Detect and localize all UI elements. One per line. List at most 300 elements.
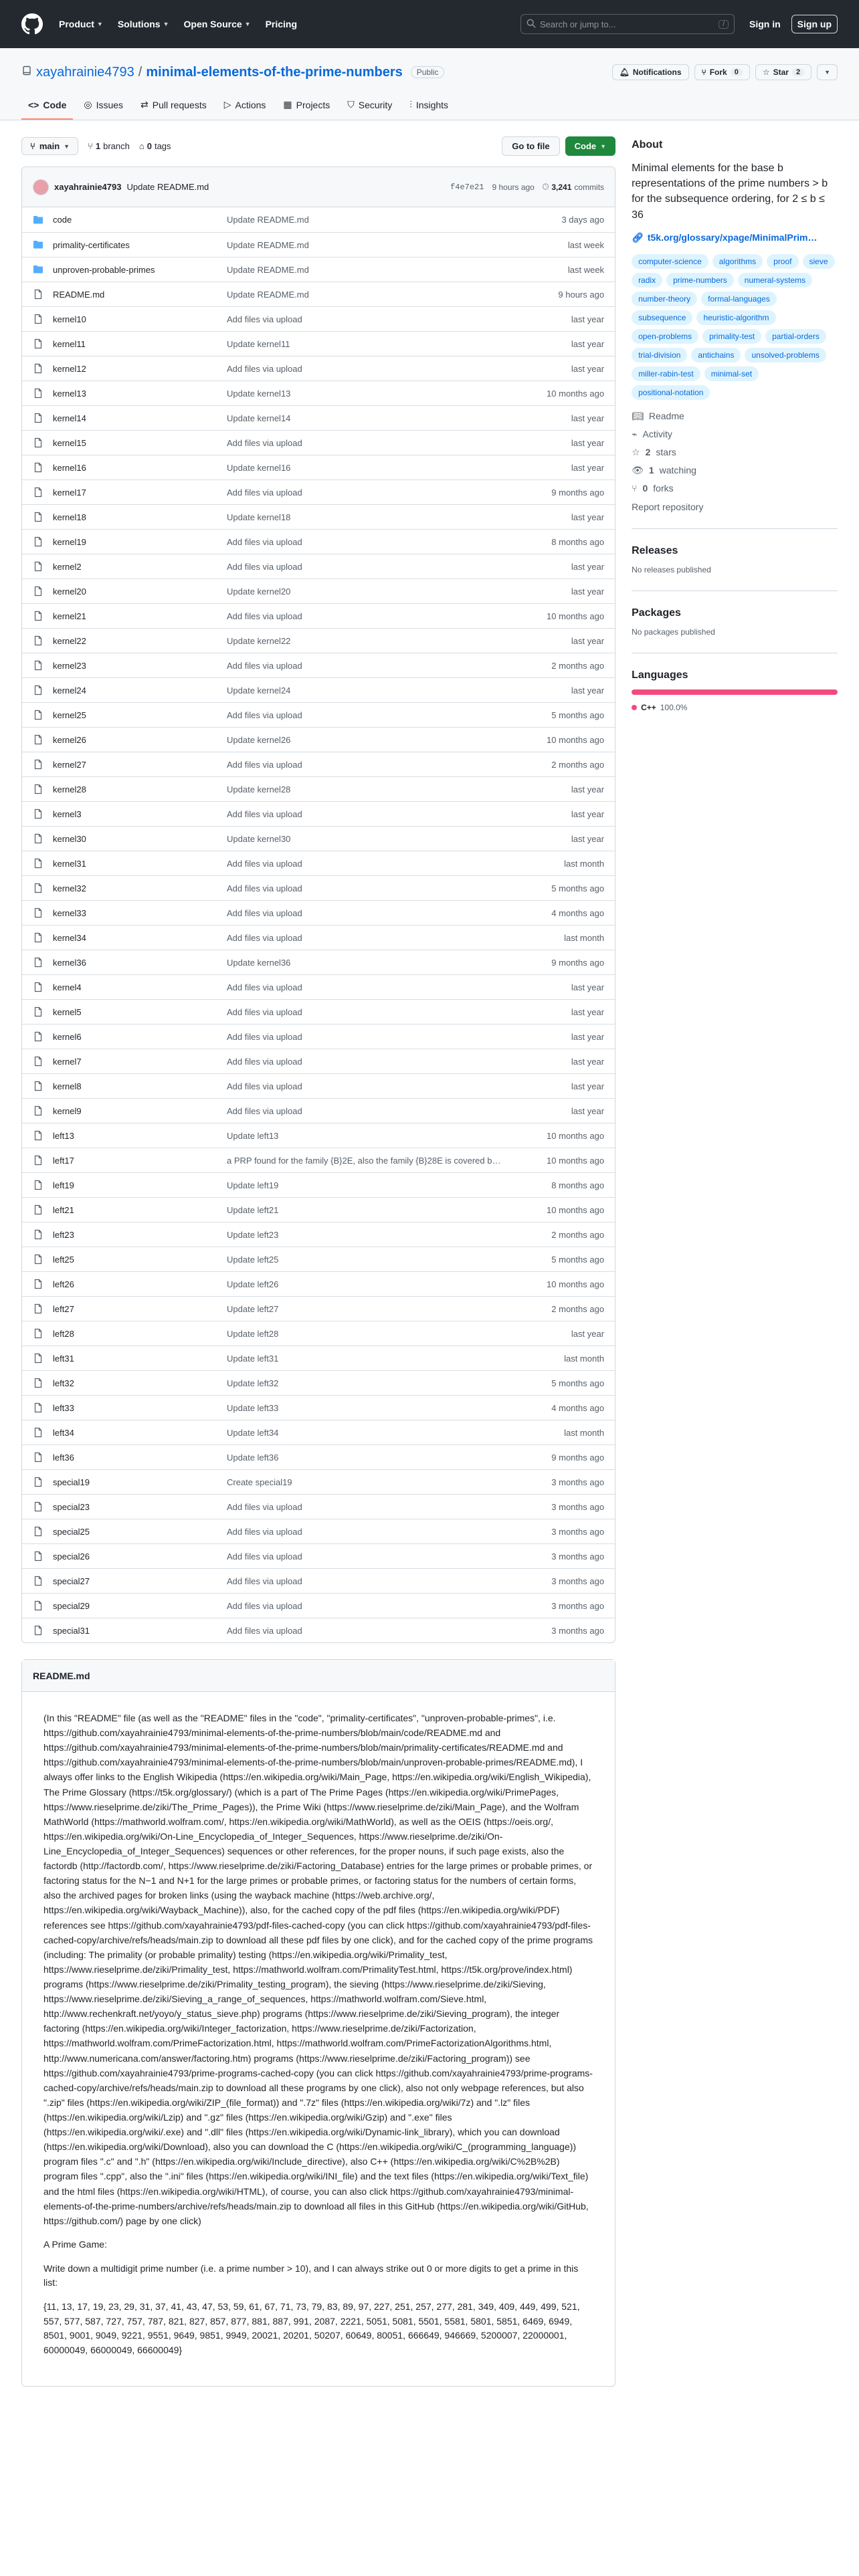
file-name-link[interactable]: left33 (53, 1402, 74, 1413)
file-name-link[interactable]: kernel19 (53, 536, 86, 547)
tab-pull-requests[interactable] (134, 92, 213, 120)
file-name-link[interactable]: special26 (53, 1551, 90, 1562)
file-row[interactable] (22, 455, 615, 479)
file-icon (33, 1229, 43, 1240)
tab-label: Code (43, 99, 67, 110)
play-icon: ▷ (223, 99, 231, 110)
file-name-link[interactable]: kernel34 (53, 932, 86, 943)
file-row[interactable] (22, 1395, 615, 1420)
file-name-link[interactable]: special25 (53, 1526, 90, 1537)
activity-link[interactable] (632, 429, 838, 440)
file-commit-message[interactable]: Update kernel13 (227, 388, 291, 399)
readme-link-label: Readme (648, 411, 684, 422)
file-row[interactable] (22, 776, 615, 801)
tab-label: Security (358, 99, 393, 110)
repo-tabs (21, 92, 838, 120)
topic-tag[interactable]: positional-notation (632, 385, 710, 400)
file-name-link[interactable]: kernel28 (53, 784, 86, 794)
file-commit-message[interactable]: a PRP found for the family {B}2E, also the family {B}28E is covered b… (227, 1155, 501, 1166)
file-commit-time: last month (564, 1353, 605, 1364)
file-commit-message[interactable]: Add files via upload (227, 561, 302, 572)
file-commit-message[interactable]: Add files via upload (227, 1056, 302, 1067)
slash-shortcut-hint: / (719, 20, 729, 29)
file-name-link[interactable]: left17 (53, 1155, 74, 1166)
file-icon (33, 1105, 43, 1116)
file-row[interactable] (22, 727, 615, 752)
file-commit-message[interactable]: Update kernel28 (227, 784, 291, 794)
file-commit-message[interactable]: Add files via upload (227, 314, 302, 324)
file-row[interactable] (22, 1346, 615, 1370)
tab-projects[interactable] (276, 92, 337, 120)
file-row[interactable] (22, 1296, 615, 1321)
commit-time: 9 hours ago (492, 182, 535, 192)
file-commit-message[interactable]: Add files via upload (227, 1006, 302, 1017)
file-name-link[interactable]: left23 (53, 1229, 74, 1240)
file-commit-message[interactable]: Add files via upload (227, 363, 302, 374)
file-commit-message[interactable]: Update left34 (227, 1427, 279, 1438)
star-label: Star (773, 68, 789, 77)
search-input[interactable] (520, 14, 735, 34)
stars-count: 2 (645, 447, 651, 458)
file-name-link[interactable]: kernel31 (53, 858, 86, 869)
file-row[interactable] (22, 999, 615, 1024)
file-commit-time: 5 months ago (551, 710, 605, 720)
nav-solutions[interactable] (118, 19, 169, 29)
nav-label: Open Source (183, 19, 242, 29)
file-commit-message[interactable]: Update left21 (227, 1204, 279, 1215)
file-row[interactable] (22, 875, 615, 900)
file-commit-time: last year (571, 586, 605, 597)
file-row[interactable] (22, 405, 615, 430)
topic-tag[interactable]: proof (767, 254, 798, 269)
tab-issues[interactable] (77, 92, 130, 120)
file-commit-time: last week (567, 239, 605, 250)
file-row[interactable] (22, 1568, 615, 1593)
file-commit-message[interactable]: Update kernel16 (227, 462, 291, 473)
file-row[interactable] (22, 1172, 615, 1197)
file-commit-time: last year (571, 314, 605, 324)
file-name-link[interactable]: special19 (53, 1477, 90, 1487)
file-icon (33, 1279, 43, 1289)
file-icon (33, 1204, 43, 1215)
file-name-link[interactable]: kernel22 (53, 635, 86, 646)
file-name-link[interactable]: left32 (53, 1378, 74, 1388)
repo-owner-link[interactable]: xayahrainie4793 (36, 64, 134, 80)
report-repository-link[interactable]: Report repository (632, 501, 704, 512)
file-row[interactable] (22, 356, 615, 381)
topic-tag[interactable]: open-problems (632, 329, 698, 344)
file-row[interactable] (22, 1444, 615, 1469)
fork-count: 0 (731, 68, 743, 76)
file-name-link[interactable]: kernel7 (53, 1056, 82, 1067)
file-commit-time: 10 months ago (547, 734, 605, 745)
file-commit-message[interactable]: Add files via upload (227, 907, 302, 918)
file-commit-message[interactable]: Update kernel26 (227, 734, 291, 745)
file-row[interactable] (22, 702, 615, 727)
file-commit-message[interactable]: Update README.md (227, 289, 309, 300)
commit-author[interactable]: xayahrainie4793 (54, 182, 122, 192)
file-commit-message[interactable]: Update left23 (227, 1229, 279, 1240)
file-name-link[interactable]: kernel21 (53, 611, 86, 621)
tab-code[interactable] (21, 92, 73, 120)
file-commit-message[interactable]: Update kernel18 (227, 512, 291, 522)
file-commit-message[interactable]: Update left25 (227, 1254, 279, 1265)
file-commit-message[interactable]: Add files via upload (227, 982, 302, 992)
language-percent: 100.0% (660, 702, 688, 712)
file-commit-message[interactable]: Update kernel30 (227, 833, 291, 844)
file-row[interactable] (22, 1370, 615, 1395)
file-row[interactable] (22, 603, 615, 628)
file-commit-time: last year (571, 784, 605, 794)
file-name-link[interactable]: kernel27 (53, 759, 86, 770)
file-name-link[interactable]: kernel4 (53, 982, 82, 992)
topic-tag[interactable]: minimal-set (704, 366, 759, 381)
file-name-link[interactable]: left26 (53, 1279, 74, 1289)
file-icon (33, 1303, 43, 1314)
file-commit-time: 4 months ago (551, 1402, 605, 1413)
fork-button[interactable] (694, 64, 750, 80)
file-row[interactable] (22, 1321, 615, 1346)
topic-tag[interactable]: trial-division (632, 348, 687, 362)
topic-tag[interactable]: heuristic-algorithm (696, 310, 775, 325)
file-name-link[interactable]: left13 (53, 1130, 74, 1141)
file-row[interactable] (22, 1049, 615, 1073)
file-row[interactable] (22, 504, 615, 529)
file-row[interactable] (22, 1543, 615, 1568)
file-commit-message[interactable]: Update left33 (227, 1402, 279, 1413)
file-name-link[interactable]: left25 (53, 1254, 74, 1265)
file-row[interactable] (22, 801, 615, 826)
go-to-file-button[interactable]: Go to file (502, 136, 559, 156)
file-commit-message[interactable]: Add files via upload (227, 809, 302, 819)
file-icon (33, 809, 43, 819)
tags-link[interactable] (139, 141, 171, 151)
file-row[interactable] (22, 900, 615, 925)
file-icon (33, 388, 43, 399)
file-row[interactable] (22, 1519, 615, 1543)
file-name-link[interactable]: kernel33 (53, 907, 86, 918)
file-commit-message[interactable]: Update README.md (227, 239, 309, 250)
topic-tag[interactable]: algorithms (712, 254, 763, 269)
github-logo-icon[interactable] (21, 13, 43, 35)
file-row[interactable] (22, 257, 615, 282)
file-name-link[interactable]: kernel36 (53, 957, 86, 968)
file-name-link[interactable]: kernel2 (53, 561, 82, 572)
file-commit-message[interactable]: Add files via upload (227, 1551, 302, 1562)
topic-tag[interactable]: miller-rabin-test (632, 366, 700, 381)
file-icon (33, 1353, 43, 1364)
sign-up-button[interactable]: Sign up (791, 15, 838, 33)
file-name-link[interactable]: kernel25 (53, 710, 86, 720)
watchers-link[interactable] (632, 465, 838, 476)
topic-tag[interactable]: numeral-systems (738, 273, 812, 288)
book-icon: 📖︎ (632, 410, 644, 421)
file-icon (33, 1031, 43, 1042)
file-commit-time: last year (571, 1056, 605, 1067)
file-row[interactable] (22, 851, 615, 875)
file-row[interactable] (22, 1123, 615, 1148)
file-row[interactable] (22, 306, 615, 331)
file-row[interactable] (22, 1593, 615, 1618)
file-name-link[interactable]: left27 (53, 1303, 74, 1314)
file-row[interactable] (22, 430, 615, 455)
file-row[interactable] (22, 1148, 615, 1172)
file-commit-message[interactable]: Update left32 (227, 1378, 279, 1388)
file-row[interactable] (22, 628, 615, 653)
file-name-link[interactable]: primality-certificates (53, 239, 130, 250)
file-icon (33, 536, 43, 547)
file-row[interactable] (22, 207, 615, 232)
file-name-link[interactable]: kernel18 (53, 512, 86, 522)
file-name-link[interactable]: kernel30 (53, 833, 86, 844)
file-commit-message[interactable]: Add files via upload (227, 1625, 302, 1636)
file-name-link[interactable]: special27 (53, 1576, 90, 1586)
file-name-link[interactable]: kernel6 (53, 1031, 82, 1042)
file-row[interactable] (22, 381, 615, 405)
file-name-link[interactable]: kernel14 (53, 413, 86, 423)
file-name-link[interactable]: kernel26 (53, 734, 86, 745)
file-commit-time: last year (571, 1081, 605, 1091)
file-commit-message[interactable]: Add files via upload (227, 611, 302, 621)
file-name-link[interactable]: unproven-probable-primes (53, 264, 155, 275)
file-row[interactable] (22, 1247, 615, 1271)
file-commit-message[interactable]: Update README.md (227, 215, 309, 225)
repo-stats (632, 411, 838, 494)
file-commit-time: 3 months ago (551, 1576, 605, 1586)
topic-tag[interactable]: unsolved-problems (745, 348, 826, 362)
topic-tag[interactable]: formal-languages (701, 292, 777, 306)
tab-security[interactable] (341, 92, 399, 120)
file-name-link[interactable]: left19 (53, 1180, 74, 1190)
file-name-link[interactable]: special31 (53, 1625, 90, 1636)
file-commit-time: 4 months ago (551, 907, 605, 918)
tab-actions[interactable] (217, 92, 273, 120)
stars-link[interactable] (632, 447, 838, 458)
file-row[interactable] (22, 974, 615, 999)
file-commit-time: 3 months ago (551, 1501, 605, 1512)
file-icon (33, 957, 43, 968)
file-commit-message[interactable]: Update left13 (227, 1130, 279, 1141)
file-row[interactable] (22, 529, 615, 554)
file-name-link[interactable]: kernel10 (53, 314, 86, 324)
search-icon (527, 19, 536, 30)
file-commit-message[interactable]: Add files via upload (227, 1081, 302, 1091)
file-commit-message[interactable]: Add files via upload (227, 536, 302, 547)
file-name-link[interactable]: left21 (53, 1204, 74, 1215)
readme-link[interactable] (632, 411, 838, 422)
file-name-link[interactable]: kernel9 (53, 1105, 82, 1116)
file-commit-time: last year (571, 462, 605, 473)
file-commit-time: 10 months ago (547, 611, 605, 621)
file-icon (33, 1600, 43, 1611)
topic-tag[interactable]: prime-numbers (666, 273, 734, 288)
forks-link[interactable] (632, 483, 838, 494)
file-row[interactable] (22, 826, 615, 851)
commit-sha[interactable]: f4e7e21 (450, 182, 484, 192)
nav-open-source[interactable] (184, 19, 251, 29)
file-row[interactable] (22, 752, 615, 776)
file-row[interactable] (22, 282, 615, 306)
file-commit-time: last year (571, 833, 605, 844)
file-row[interactable] (22, 925, 615, 950)
tab-label: Pull requests (152, 99, 207, 110)
file-name-link[interactable]: kernel5 (53, 1006, 82, 1017)
file-name-link[interactable]: kernel11 (53, 338, 86, 349)
topic-tag[interactable]: subsequence (632, 310, 692, 325)
topic-tag[interactable]: sieve (803, 254, 835, 269)
topic-tag[interactable]: computer-science (632, 254, 708, 269)
packages-title[interactable]: Packages (632, 607, 681, 619)
file-commit-message[interactable]: Add files via upload (227, 710, 302, 720)
file-commit-message[interactable]: Update kernel24 (227, 685, 291, 695)
file-name-link[interactable]: kernel3 (53, 809, 82, 819)
chevron-down-icon: ▼ (244, 21, 251, 27)
file-name-link[interactable]: left36 (53, 1452, 74, 1463)
commits-link[interactable] (543, 182, 604, 192)
file-commit-message[interactable]: Update kernel22 (227, 635, 291, 646)
file-row[interactable] (22, 1197, 615, 1222)
file-commit-message[interactable]: Update kernel20 (227, 586, 291, 597)
file-name-link[interactable]: kernel17 (53, 487, 86, 498)
file-row[interactable] (22, 653, 615, 677)
commit-message[interactable]: Update README.md (126, 182, 209, 192)
file-commit-time: last year (571, 1006, 605, 1017)
pulse-icon: ⌁ (632, 428, 638, 439)
file-row[interactable] (22, 1098, 615, 1123)
search-placeholder: Search or jump to... (540, 19, 616, 29)
file-row[interactable] (22, 232, 615, 257)
file-commit-message[interactable]: Add files via upload (227, 858, 302, 869)
file-name-link[interactable]: kernel24 (53, 685, 86, 695)
star-dropdown-button[interactable] (817, 64, 838, 80)
file-commit-time: 5 months ago (551, 1254, 605, 1265)
file-commit-message[interactable]: Update kernel11 (227, 338, 290, 349)
topic-tag[interactable]: radix (632, 273, 662, 288)
file-commit-message[interactable]: Add files via upload (227, 437, 302, 448)
file-row[interactable] (22, 1222, 615, 1247)
file-commit-message[interactable]: Update kernel36 (227, 957, 291, 968)
file-commit-message[interactable]: Add files via upload (227, 759, 302, 770)
file-name-link[interactable]: kernel23 (53, 660, 86, 671)
file-commit-message[interactable]: Add files via upload (227, 1501, 302, 1512)
file-icon (33, 1501, 43, 1512)
file-commit-message[interactable]: Update README.md (227, 264, 309, 275)
file-commit-message[interactable]: Update left31 (227, 1353, 279, 1364)
file-row[interactable] (22, 479, 615, 504)
file-commit-message[interactable]: Update left36 (227, 1452, 279, 1463)
repo-title (21, 64, 838, 80)
file-commit-message[interactable]: Add files via upload (227, 1600, 302, 1611)
readme-game-title: A Prime Game: (43, 2238, 107, 2250)
repo-name-link[interactable]: minimal-elements-of-the-prime-numbers (146, 64, 403, 80)
file-row[interactable] (22, 1271, 615, 1296)
file-row[interactable] (22, 1618, 615, 1642)
shield-icon: ⛉ (347, 99, 355, 110)
sign-in-link[interactable]: Sign in (749, 19, 781, 29)
branches-link[interactable] (88, 141, 130, 151)
topic-tag[interactable]: primality-test (702, 329, 761, 344)
code-button[interactable] (565, 136, 615, 156)
file-commit-message[interactable]: Update left28 (227, 1328, 279, 1339)
file-row[interactable] (22, 677, 615, 702)
file-commit-message[interactable]: Add files via upload (227, 883, 302, 893)
file-commit-time: last month (564, 932, 605, 943)
file-icon (33, 487, 43, 498)
nav-product[interactable] (59, 19, 103, 29)
file-commit-message[interactable]: Add files via upload (227, 932, 302, 943)
file-name-link[interactable]: code (53, 215, 72, 225)
file-icon (33, 784, 43, 794)
file-name-link[interactable]: kernel12 (53, 363, 86, 374)
file-commit-time: last year (571, 363, 605, 374)
topic-tag[interactable]: antichains (691, 348, 741, 362)
file-name-link[interactable]: left34 (53, 1427, 74, 1438)
avatar[interactable] (33, 179, 49, 195)
file-name-link[interactable]: left31 (53, 1353, 74, 1364)
star-button[interactable] (755, 64, 812, 80)
homepage-link[interactable] (632, 232, 838, 243)
notifications-button[interactable] (612, 64, 689, 80)
topic-tag[interactable]: number-theory (632, 292, 697, 306)
readme-body (22, 1692, 615, 2386)
file-row[interactable] (22, 1073, 615, 1098)
history-icon: 🕓︎ (542, 182, 549, 191)
file-name-link[interactable]: kernel8 (53, 1081, 82, 1091)
tab-insights[interactable] (403, 92, 455, 120)
releases-title[interactable]: Releases (632, 544, 678, 556)
file-name-link[interactable]: kernel32 (53, 883, 86, 893)
file-commit-message[interactable]: Update left26 (227, 1279, 279, 1289)
file-name-link[interactable]: special29 (53, 1600, 90, 1611)
branch-selector[interactable] (21, 137, 78, 155)
file-row[interactable] (22, 950, 615, 974)
file-icon (33, 1427, 43, 1438)
file-row[interactable] (22, 554, 615, 578)
file-row[interactable] (22, 331, 615, 356)
file-row[interactable] (22, 1469, 615, 1494)
file-commit-message[interactable]: Add files via upload (227, 1105, 302, 1116)
file-row[interactable] (22, 1494, 615, 1519)
file-row[interactable] (22, 1024, 615, 1049)
file-icon (33, 982, 43, 992)
file-commit-time: last week (567, 264, 605, 275)
file-commit-message[interactable]: Add files via upload (227, 487, 302, 498)
file-name-link[interactable]: left28 (53, 1328, 74, 1339)
file-commit-time: 10 months ago (547, 1279, 605, 1289)
file-name-link[interactable]: kernel15 (53, 437, 86, 448)
code-icon: <> (28, 99, 39, 110)
file-name-link[interactable]: kernel16 (53, 462, 86, 473)
language-item[interactable] (632, 703, 838, 712)
file-name-link[interactable]: kernel13 (53, 388, 86, 399)
file-commit-message[interactable]: Update kernel14 (227, 413, 291, 423)
file-name-link[interactable]: README.md (53, 289, 105, 300)
file-commit-message[interactable]: Update left19 (227, 1180, 279, 1190)
file-commit-message[interactable]: Create special19 (227, 1477, 292, 1487)
file-commit-message[interactable]: Add files via upload (227, 660, 302, 671)
topic-tag[interactable]: partial-orders (765, 329, 826, 344)
file-commit-message[interactable]: Add files via upload (227, 1526, 302, 1537)
file-name-link[interactable]: kernel20 (53, 586, 86, 597)
file-row[interactable] (22, 1420, 615, 1444)
file-name-link[interactable]: special23 (53, 1501, 90, 1512)
file-commit-message[interactable]: Add files via upload (227, 1031, 302, 1042)
file-icon (33, 338, 43, 349)
file-commit-message[interactable]: Add files via upload (227, 1576, 302, 1586)
file-commit-message[interactable]: Update left27 (227, 1303, 279, 1314)
file-row[interactable] (22, 578, 615, 603)
nav-pricing[interactable] (266, 19, 297, 29)
